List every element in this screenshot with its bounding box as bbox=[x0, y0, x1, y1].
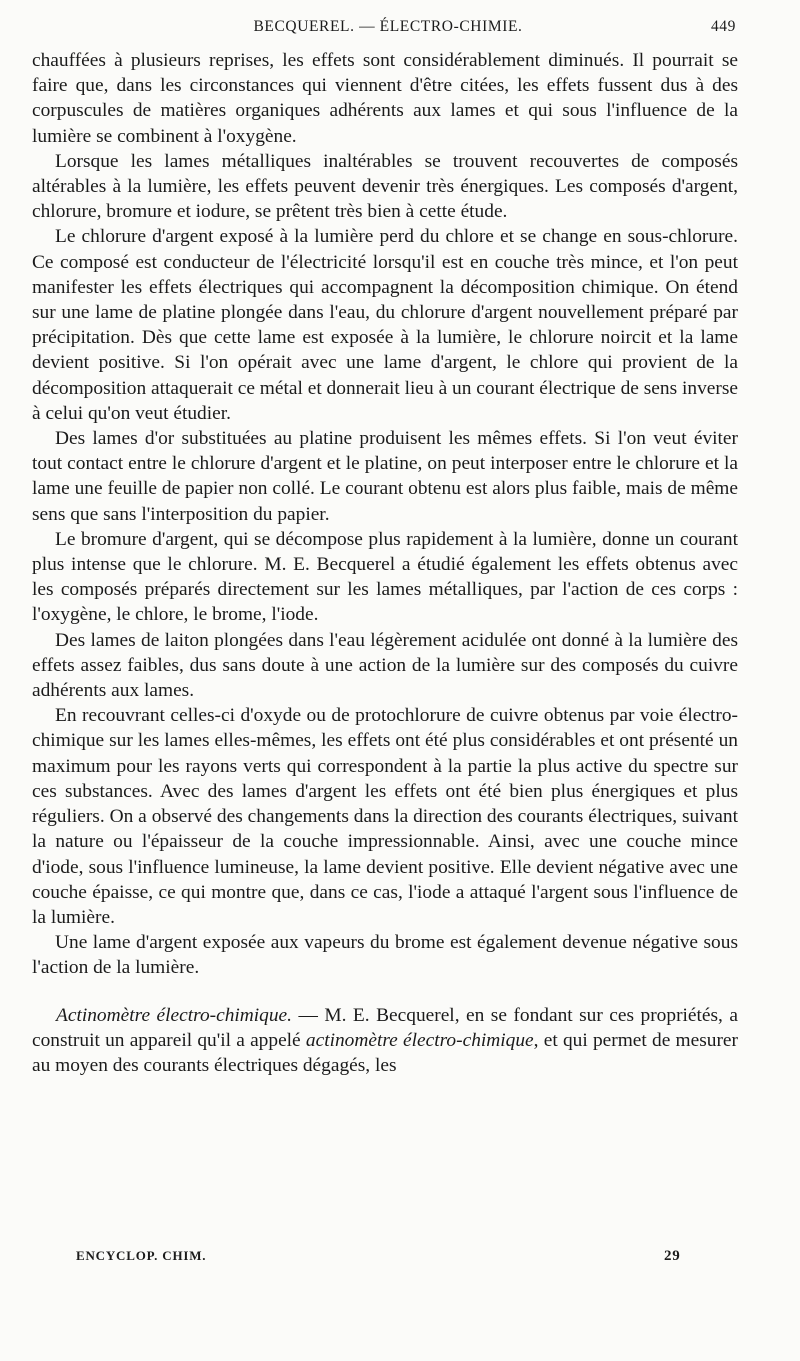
paragraph: Une lame d'argent exposée aux vapeurs du brome est également devenue négative sous l'action de la lumière. bbox=[32, 932, 738, 979]
paragraph: Lorsque les lames métalliques inaltérables se trouvent recouvertes de composés altérables à la lumière, les effets peuvent devenir très énergiques. Les composés d'argent, chlorure, bromure et iodure, se prêtent très bien à cette étude. bbox=[32, 150, 738, 223]
sheet-number: 29 bbox=[664, 1248, 681, 1264]
paragraph: Le bromure d'argent, qui se décompose plus rapidement à la lumière, donne un courant plus intense que le chlorure. M. E. Becquerel a étudié également les effets obtenus avec les composés préparés directement sur les lames métalliques, par l'action de ces corps : l'oxygène, le chlore, le brome, l'iode. bbox=[32, 528, 738, 626]
paragraph: Des lames de laiton plongées dans l'eau légèrement acidulée ont donné à la lumière des effets assez faibles, dus sans doute à une action de la lumière sur des composés du cuivre adhérents aux lames. bbox=[32, 629, 738, 702]
paragraph: En recouvrant celles-ci d'oxyde ou de protochlorure de cuivre obtenus par voie électro-chimique sur les lames elles-mêmes, les effets ont été plus considérables et ont présenté un maximum pour les rayons verts qui correspondent à la partie la plus active du spectre sur ces substances. Avec des lames d'argent les effets ont été bien plus énergiques et plus réguliers. On a observé des changements dans la direction des courants électriques, suivant la nature ou l'épaisseur de la couche impressionnable. Ainsi, avec une couche mince d'iode, sous l'influence lumineuse, la lame devient positive. Elle devient négative avec une couche épaisse, ce qui montre que, dans ce cas, l'iode a attaqué l'argent sous l'influence de la lumière. bbox=[32, 705, 738, 928]
running-head bbox=[36, 18, 740, 40]
section-dash: — bbox=[292, 1004, 325, 1026]
section-title: Actinomètre électro-chimique. bbox=[56, 1004, 293, 1026]
running-title: BECQUEREL. — ÉLECTRO-CHIMIE. bbox=[253, 18, 523, 35]
paragraph-continued: chauffées à plusieurs reprises, les effets sont considérablement diminués. Il pourrait se faire que, dans les circonstances qui viennent d'être citées, les effets fussent dus à des corpuscules de matières organiques adhérents aux lames et qui sous l'influence de la lumière se combinent à l'oxygène. bbox=[32, 50, 738, 147]
page-number: 449 bbox=[710, 18, 736, 35]
paragraph: Des lames d'or substituées au platine produisent les mêmes effets. Si l'on veut éviter tout contact entre le chlorure d'argent et le platine, on peut interposer entre le chlorure et la lame une feuille de papier non collé. Le courant obtenu est alors plus faible, mais de même sens que sans l'interposition du papier. bbox=[32, 428, 738, 525]
section-text: M. E. Becquerel, en se fondant sur ces propriétés, a construit un appareil qu'il a appelé bbox=[32, 1004, 738, 1051]
page-footer bbox=[76, 1248, 736, 1270]
body-text bbox=[32, 48, 738, 1078]
section-text-end: , et qui permet de mesurer au moyen des courants électriques dégagés, les bbox=[32, 1029, 738, 1076]
section-paragraph bbox=[32, 1003, 738, 1079]
printer-signature: ENCYCLOP. CHIM. bbox=[76, 1248, 207, 1263]
section-emphasis: actinomètre électro-chimique bbox=[305, 1029, 534, 1051]
paragraph: Le chlorure d'argent exposé à la lumière perd du chlore et se change en sous-chlorure. Ce composé est conducteur de l'électricité lorsqu'il est en couche très mince, et l'on peut manifester les effets électriques qui accompagnent la décomposition chimique. On étend sur une lame de platine plongée dans l'eau, du chlorure d'argent nouvellement préparé par précipitation. Dès que cette lame est exposée à la lumière, le chlorure noircit et la lame devient positive. Si l'on opérait avec une lame d'argent, le chlore qui provient de la décomposition attaquerait ce métal et donnerait lieu à un courant électrique de sens inverse à celui qu'on veut étudier. bbox=[32, 226, 738, 424]
